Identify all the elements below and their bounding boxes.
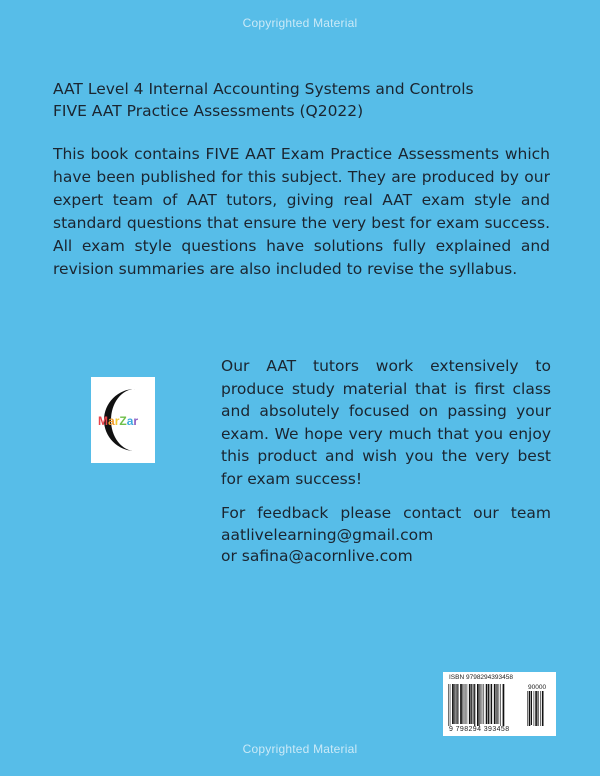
feedback-email-primary: aatlivelearning@gmail.com [221,525,434,544]
barcode-digits: 9 798294 393458 [449,726,510,733]
title-line-1: AAT Level 4 Internal Accounting Systems and Controls [53,80,474,98]
feedback-email-secondary: or safina@acornlive.com [221,547,413,565]
title-line-2: FIVE AAT Practice Assessments (Q2022) [53,102,364,120]
book-title [53,78,553,122]
logo-text: MarZar [98,414,139,428]
feedback-section [221,503,551,568]
marzar-logo [91,377,155,463]
price-code: 90000 [528,684,547,691]
supplement-barcode-bars [527,691,551,726]
book-description: This book contains FIVE AAT Exam Practice Assessments which have been published for this subject. They are produced by our expert team of AAT tutors, giving real AAT exam style and standard questions that ensure the very best for exam success. All exam style questions have solutions fully explained and revision summaries are also included to revise the syllabus. [53,145,550,278]
tutors-paragraph: Our AAT tutors work extensively to produce study material that is first class and absolutely focused on passing your exam. We hope very much that you enjoy this product and wish you the very best for exam success! [221,357,551,488]
feedback-intro: For feedback please contact our team [221,504,551,522]
copyright-watermark-bottom: Copyrighted Material [242,742,358,756]
barcode-bars [448,684,524,726]
copyright-watermark-top: Copyrighted Material [242,16,358,30]
isbn-barcode [443,672,556,736]
isbn-label: ISBN 9798294393458 [449,674,513,681]
